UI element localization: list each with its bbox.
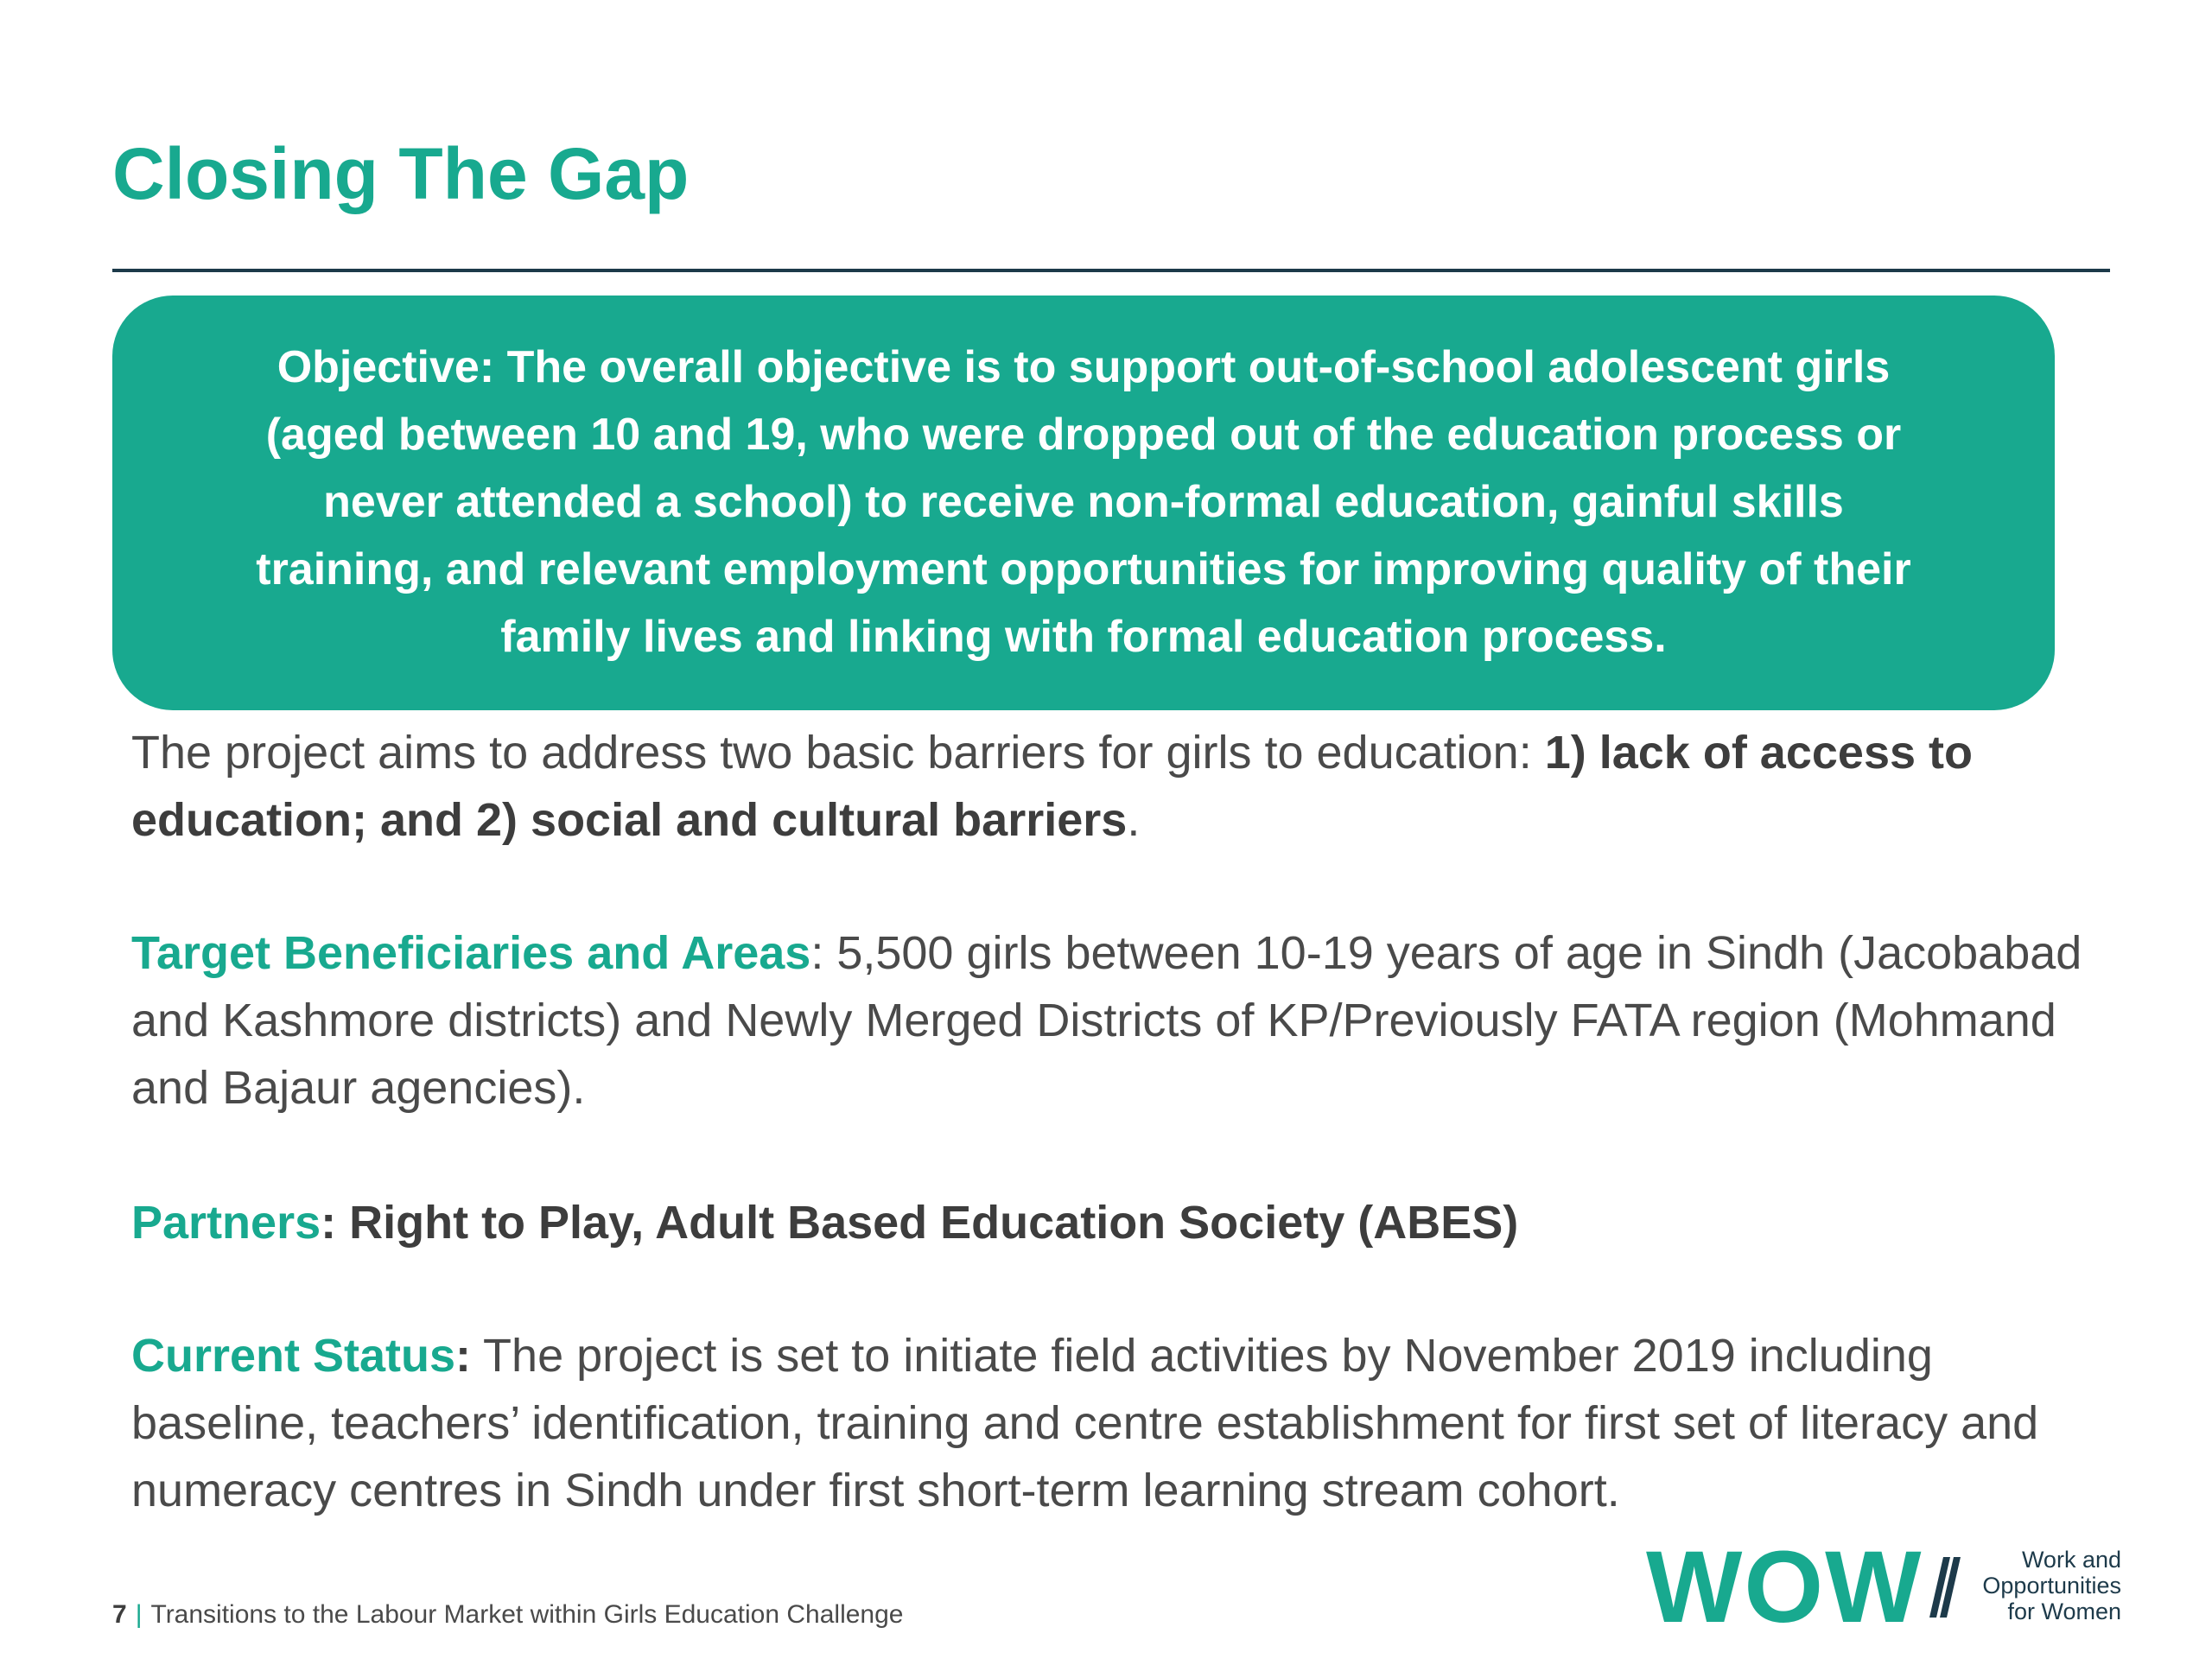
objective-box xyxy=(112,296,2055,710)
status-text: The project is set to initiate field activities by November 2019 including baseline, teachers’ identification, training and centre establishment for first set of literacy and numeracy centres in Sindh under first short-term learning stream cohort. xyxy=(131,1330,2039,1516)
footer-separator: | xyxy=(135,1600,143,1629)
wow-logo xyxy=(1646,1530,2121,1644)
objective-text: Objective: The overall objective is to support out-of-school adolescent girls (aged between 10 and 19, who were dropped out of the education process or never attended a school) to receive non-formal education, gainful skills training, and relevant employment opportunities for improving quality of their family lives and linking with formal education process. xyxy=(256,342,1911,662)
slide-footer xyxy=(112,1600,903,1630)
status-paragraph xyxy=(131,1322,2084,1524)
page-number: 7 xyxy=(112,1600,127,1629)
status-colon: : xyxy=(455,1330,472,1382)
beneficiaries-label: Target Beneficiaries and Areas xyxy=(131,927,811,979)
logo-tagline-line: for Women xyxy=(2007,1599,2121,1624)
logo-tagline xyxy=(1948,1547,2121,1624)
barriers-paragraph xyxy=(131,719,2084,854)
beneficiaries-paragraph xyxy=(131,919,2084,1122)
title-divider xyxy=(112,269,2110,272)
logo-wordmark: WOW xyxy=(1646,1530,1923,1644)
partners-text: : Right to Play, Adult Based Education Society (ABES) xyxy=(321,1197,1519,1249)
status-label: Current Status xyxy=(131,1330,456,1382)
partners-label: Partners xyxy=(131,1197,321,1249)
partners-paragraph xyxy=(131,1189,2084,1256)
barriers-end: . xyxy=(1127,794,1141,846)
logo-tagline-line: Opportunities xyxy=(1982,1573,2121,1599)
footer-text: Transitions to the Labour Market within Girls Education Challenge xyxy=(150,1600,904,1629)
logo-tagline-line: Work and xyxy=(2021,1547,2121,1573)
barriers-intro: The project aims to address two basic barriers for girls to education: xyxy=(131,727,1545,779)
beneficiaries-text: : 5,500 girls between 10-19 years of age in Sindh (Jacobabad and Kashmore districts) and Newly Merged Districts of KP/Previously FATA region (Mohmand and Bajaur agencies). xyxy=(131,927,2082,1114)
slide-title: Closing The Gap xyxy=(112,133,690,214)
barriers-list: 1) lack of access to education; and 2) social and cultural barriers xyxy=(131,727,1973,846)
